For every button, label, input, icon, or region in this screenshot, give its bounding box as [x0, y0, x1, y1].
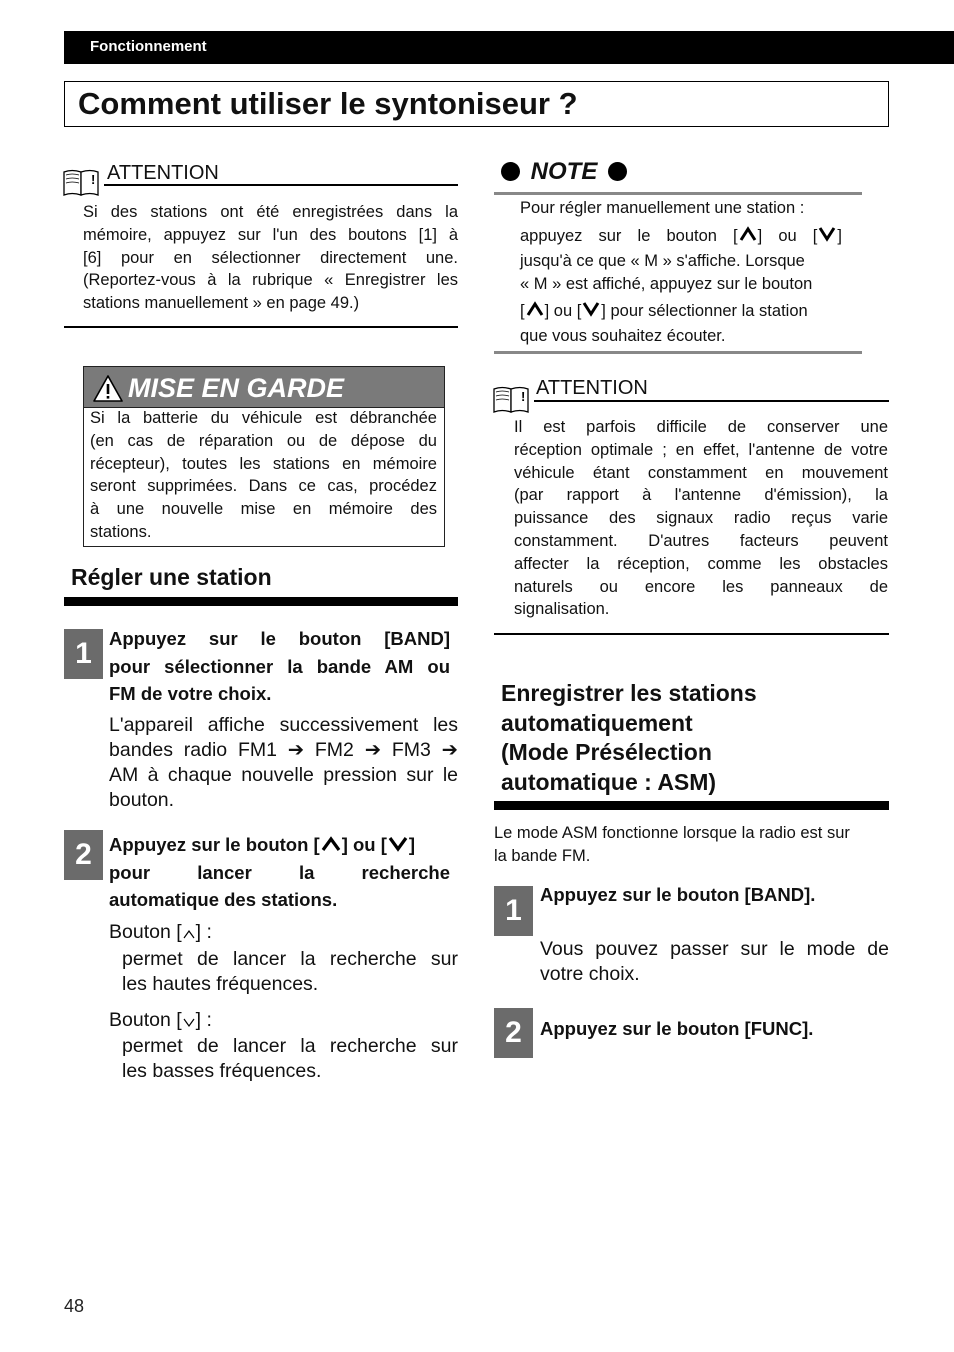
warning-icon: [92, 374, 124, 403]
svg-text:!: !: [521, 389, 526, 404]
section-heading-tune: Régler une station: [71, 564, 272, 590]
down-arrow-icon: [387, 834, 409, 854]
heading-rule: [64, 597, 458, 606]
section-heading-asm: Enregistrer les stations automatiquement (Mode Présélection automatique : ASM): [501, 680, 757, 795]
bullet-icon: [501, 162, 520, 181]
note-text: appuyez sur le bouton [ ] ou [ ]: [520, 224, 842, 248]
caution-title: MISE EN GARDE: [128, 373, 345, 403]
up-arrow-icon: [525, 299, 545, 319]
heading-rule: [494, 801, 889, 810]
section-header-bar: [64, 31, 954, 64]
step-number: 1: [64, 629, 103, 679]
bullet-icon: [608, 162, 627, 181]
caution-text: Si la batterie du véhicule est débranchée (en cas de réparation ou de dépose du récepteur), toutes les stations en mémoire seront supprimées. Dans ce cas, procédez à une nouvelle mise en mémoire des stations.: [90, 409, 437, 541]
attention-label: ATTENTION: [107, 162, 219, 184]
up-button-label: Bouton [ ] :: [109, 921, 212, 943]
page-title-box: [64, 81, 889, 127]
caution-box: [83, 366, 445, 547]
note-text: jusqu'à ce que « M » s'affiche. Lorsque: [520, 252, 805, 270]
note-text: [ ] ou [ ] pour sélectionner la station: [520, 299, 808, 323]
attention-rule: [534, 400, 889, 402]
section-label: Fonctionnement: [90, 38, 207, 55]
attention-text: Il est parfois difficile de conserver une réception optimale ; en effet, l'antenne de votre véhicule étant constamment en mouvement (par rapport à l'antenne d'émission), la puissance des signaux radio reçus varie constamment. D'autres facteurs peuvent affecter la réception, comme les obstacles naturels ou encore les panneaux de signalisation.: [514, 418, 888, 619]
down-button-description: permet de lancer la recherche sur les basses fréquences.: [122, 1035, 458, 1082]
up-arrow-icon: [182, 927, 196, 941]
asm-intro: Le mode ASM fonctionne lorsque la radio est sur la bande FM.: [494, 824, 850, 865]
note-text: Pour régler manuellement une station :: [520, 199, 805, 217]
note-text: « M » est affiché, appuyez sur le bouton: [520, 275, 813, 293]
down-arrow-icon: [817, 224, 837, 244]
attention-text: Si des stations ont été enregistrées dans la mémoire, appuyez sur l'un des boutons [1] à [6] pour en sélectionner directement une. (Reportez-vous à la rubrique « Enregistrer les stations manuellement » en page 49.): [83, 203, 458, 313]
step-number: 1: [494, 886, 533, 936]
note-title: NOTE: [501, 157, 627, 187]
step-instruction: Appuyez sur le bouton [ ] ou [ ] pour lancer la recherche automatique des stations.: [109, 834, 450, 910]
down-arrow-icon: [182, 1015, 196, 1029]
up-arrow-icon: [320, 834, 342, 854]
down-arrow-icon: [581, 299, 601, 319]
step-instruction: Appuyez sur le bouton [FUNC].: [540, 1018, 814, 1039]
note-box: [494, 192, 862, 354]
caution-header: [84, 367, 444, 408]
note-text: que vous souhaitez écouter.: [520, 327, 726, 345]
divider: [64, 326, 458, 328]
page-title: Comment utiliser le syntoniseur ?: [78, 86, 578, 121]
step-number: 2: [64, 830, 103, 880]
step-description: Vous pouvez passer sur le mode de votre choix.: [540, 938, 889, 985]
step-description: L'appareil affiche successivement les bandes radio FM1 ➔ FM2 ➔ FM3 ➔ AM à chaque nouvelle pression sur le bouton.: [109, 714, 458, 811]
step-instruction: Appuyez sur le bouton [BAND] pour sélectionner la bande AM ou FM de votre choix.: [109, 628, 450, 704]
attention-rule: [104, 184, 458, 186]
step-number: 2: [494, 1008, 533, 1058]
divider: [494, 633, 889, 635]
page-number: 48: [64, 1296, 85, 1316]
book-icon: [492, 383, 532, 415]
svg-text:!: !: [91, 172, 96, 187]
down-button-label: Bouton [ ] :: [109, 1009, 212, 1031]
up-button-description: permet de lancer la recherche sur les hautes fréquences.: [122, 948, 458, 995]
step-instruction: Appuyez sur le bouton [BAND].: [540, 884, 816, 905]
attention-label: ATTENTION: [536, 377, 648, 399]
up-arrow-icon: [738, 224, 758, 244]
book-icon: [62, 166, 102, 198]
